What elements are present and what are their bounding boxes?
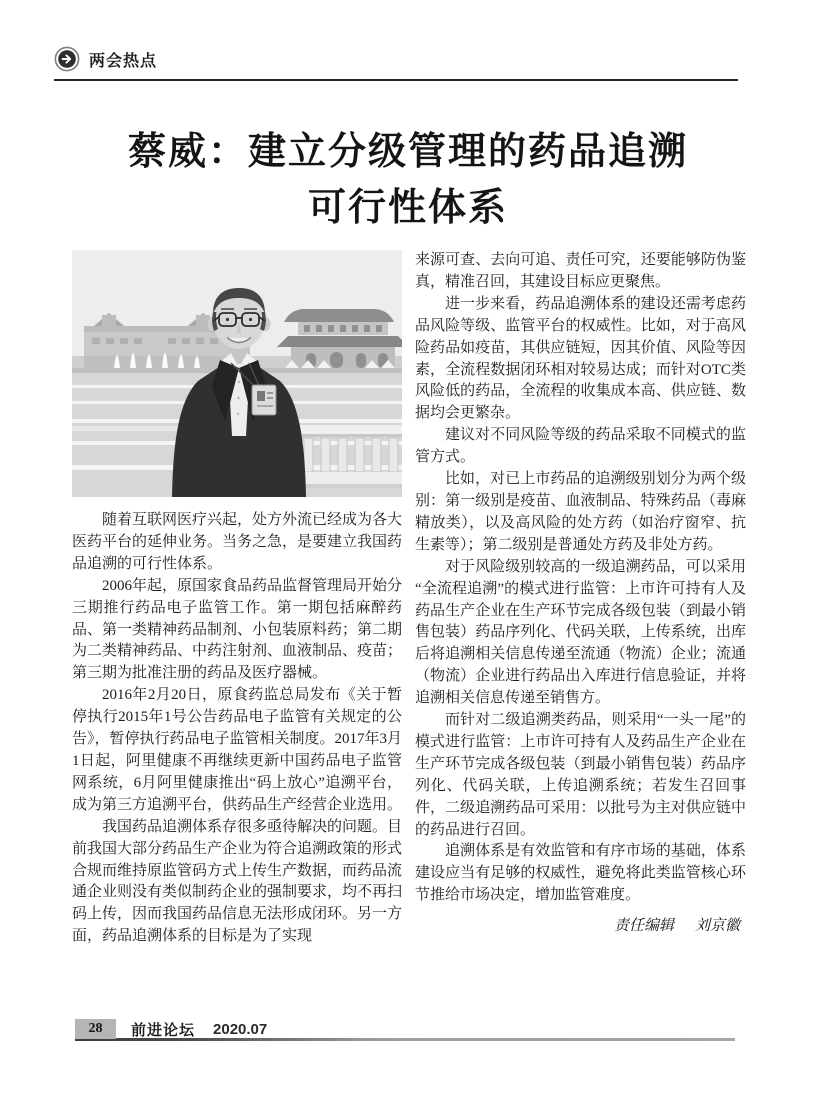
paragraph: 比如，对已上市药品的追溯级别划分为两个级别：第一级别是疫苗、血液制品、特殊药品（毒麻精放类），以及高风险的处方药（如治疗窗窄、抗生素等）；第二级别是普通处方药及非处方药。 [415, 471, 746, 553]
paragraph: 2006年起，原国家食品药品监督管理局开始分三期推行药品电子监管工作。第一期包括麻醉药品、第一类精神药品制剂、小包装原料药；第二期为二类精神药品、中药注射剂、血液制品、疫苗；第三期为批准注册的药品及医疗器械。 [72, 577, 403, 682]
article-title-line2: 可行性体系 [307, 187, 508, 229]
paragraph: 来源可查、去向可追、责任可究，还要能够防伪鉴真，精准召回，其建设目标应更聚焦。 [415, 252, 746, 290]
footer-row [75, 1019, 735, 1039]
portrait-photo [72, 250, 402, 497]
left-column [72, 250, 402, 948]
arrow-circle-icon [54, 46, 80, 72]
left-column-text [72, 510, 402, 948]
paragraph: 而针对二级追溯类药品，则采用“一头一尾”的模式进行监管：上市许可持有人及药品生产企业在生产环节完成各级包装（到最小销售包装）药品序列化、代码关联，上传追溯系统；若发生召回事件，二级追溯药品可采用：以批号为主对供应链中的药品进行召回。 [415, 712, 746, 838]
page-footer [75, 1019, 735, 1041]
issue-date: 2020.07 [213, 1020, 268, 1038]
section-header [54, 46, 738, 81]
paragraph: 追溯体系是有效监管和有序市场的基础，体系建设应当有足够的权威性，避免将此类监管核心环节推给市场决定，增加监管难度。 [415, 843, 746, 904]
paragraph: 建议对不同风险等级的药品采取不同模式的监管方式。 [415, 427, 746, 466]
article-title [60, 124, 756, 236]
editor-name: 刘京徽 [694, 918, 740, 935]
journal-name: 前进论坛 [131, 1021, 196, 1039]
paragraph: 2016年2月20日，原食药监总局发布《关于暂停执行2015年1号公告药品电子监管有关规定的公告》，暂停执行药品电子监管相关制度。2017年3月1日起，阿里健康不再继续更新中国药品电子监管网系统，6月阿里健康推出“码上放心”追溯平台，成为第三方追溯平台，供药品生产经营企业选用。 [72, 687, 403, 813]
paragraph: 我国药品追溯体系存很多亟待解决的问题。目前我国大部分药品生产企业为符合追溯政策的形式合规而维持原监管码方式上传生产数据，而药品流通企业则没有类似制药企业的强制要求，均不再扫码上传，因而我国药品信息无法形成闭环。另一方面，药品追溯体系的目标是为了实现 [72, 818, 403, 945]
paragraph: 随着互联网医疗兴起，处方外流已经成为各大医药平台的延伸业务。当务之急，是要建立我国药品追溯的可行性体系。 [72, 512, 403, 572]
paragraph: 进一步来看，药品追溯体系的建设还需考虑药品风险等级、监管平台的权威性。比如，对于高风险药品如疫苗，其供应链短，因其价值、风险等因素，全流程数据闭环相对较易达成；而针对OTC类风险低的药品，全流程的收集成本高、供应链、数据均会更繁杂。 [415, 295, 746, 422]
page-number-badge: 28 [75, 1019, 116, 1039]
section-label: 两会热点 [89, 52, 158, 70]
editor-label: 责任编辑 [613, 918, 674, 935]
editor-credit [415, 916, 746, 938]
right-column [415, 250, 746, 938]
article-title-line1: 蔡威：建立分级管理的药品追溯 [127, 131, 688, 173]
paragraph: 对于风险级别较高的一级追溯药品，可以采用“全流程追溯”的模式进行监管：上市许可持有人及药品生产企业在生产环节完成各级包装（到最小销售包装）药品序列化、代码关联，上传系统，出库后将追溯相关信息传递至流通（物流）企业；流通（物流）企业进行药品出入库进行信息验证，并将追溯相关信息传递至销售方。 [415, 558, 746, 707]
